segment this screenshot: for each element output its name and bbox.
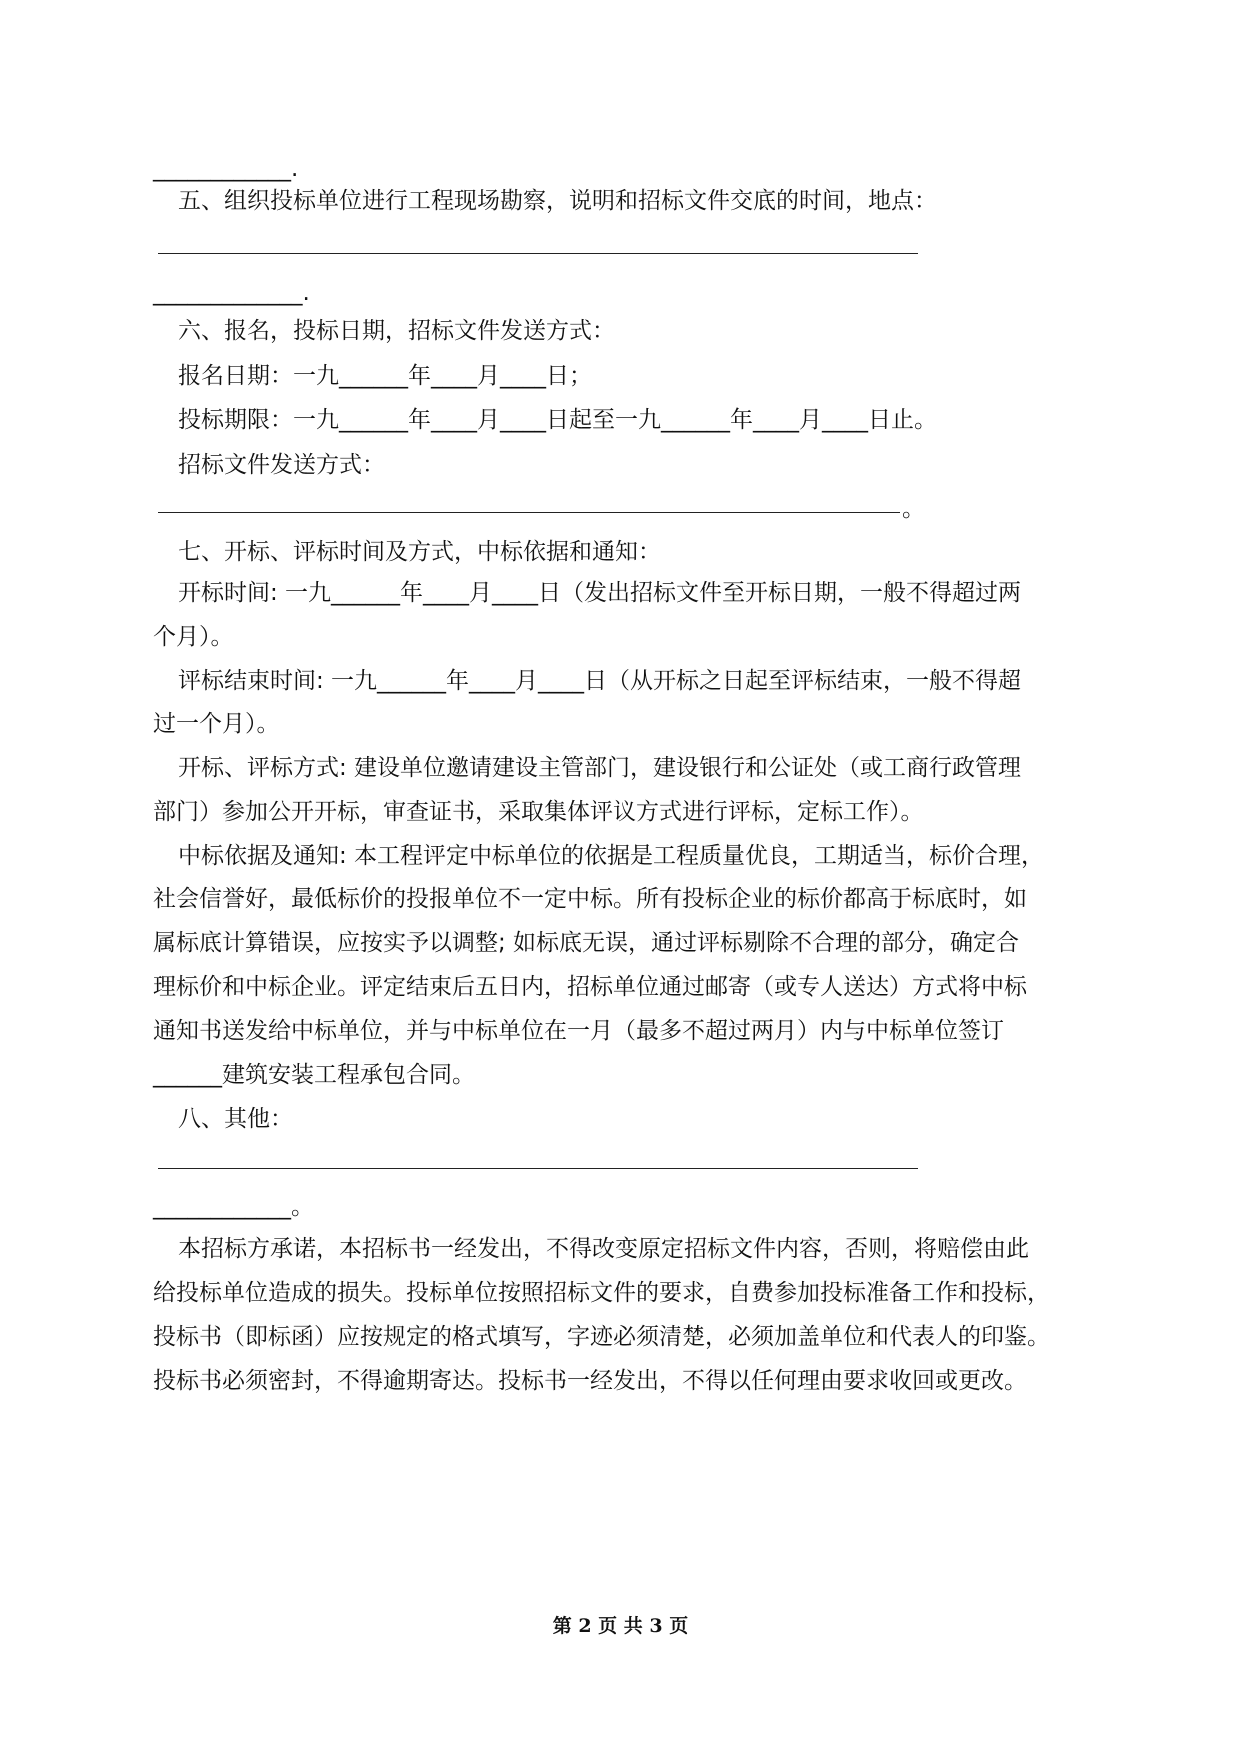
paragraph-line: 理标价和中标企业。评定结束后五日内，招标单位通过邮寄（或专人送达）方式将中标 — [153, 974, 1027, 1000]
blank-line-end: ____________. — [153, 156, 299, 182]
section-7-heading: 七、开标、评标时间及方式，中标依据和通知： — [178, 539, 661, 565]
fill-in-rule — [158, 1168, 918, 1169]
paragraph-line: 投标书必须密封，不得逾期寄达。投标书一经发出，不得以任何理由要求收回或更改。 — [153, 1368, 1027, 1394]
evaluation-end-time-line: 评标结束时间: 一九______年____月____日（从开标之日起至评标结束，一般不得超 — [178, 668, 1022, 694]
bidding-period-line: 投标期限：一九______年____月____日起至一九______年____月____日止。 — [178, 407, 937, 433]
fill-in-rule — [158, 253, 918, 254]
blank-line-end: _____________. — [153, 280, 310, 306]
paragraph-line: ______建筑安装工程承包合同。 — [153, 1062, 475, 1088]
blank-line-end: ____________。 — [153, 1194, 314, 1220]
paragraph-line: 社会信誉好，最低标价的投报单位不一定中标。所有投标企业的标价都高于标底时，如 — [153, 886, 1027, 912]
fill-in-rule — [158, 512, 900, 513]
paragraph-line: 部门）参加公开开标，审查证书，采取集体评议方式进行评标，定标工作）。 — [153, 799, 924, 825]
paragraph-line: 个月）。 — [153, 624, 234, 650]
section-5-heading: 五、组织投标单位进行工程现场勘察，说明和招标文件交底的时间，地点： — [178, 188, 937, 214]
bid-opening-time-line: 开标时间: 一九______年____月____日（发出招标文件至开标日期，一般不得超过两 — [178, 580, 1022, 606]
paragraph-line: 属标底计算错误，应按实予以调整; 如标底无误，通过评标剔除不合理的部分，确定合 — [153, 930, 1020, 956]
paragraph-line: 过一个月）。 — [153, 711, 280, 737]
registration-date-line: 报名日期：一九______年____月____日； — [178, 363, 592, 389]
paragraph-line: 给投标单位造成的损失。投标单位按照招标文件的要求，自费参加投标准备工作和投标， — [153, 1280, 1050, 1306]
doc-delivery-method-line: 招标文件发送方式： — [178, 452, 385, 478]
evaluation-method-line: 开标、评标方式: 建设单位邀请建设主管部门，建设银行和公证处（或工商行政管理 — [178, 755, 1022, 781]
section-8-heading: 八、其他： — [178, 1106, 293, 1132]
section-6-heading: 六、报名，投标日期，招标文件发送方式： — [178, 318, 615, 344]
paragraph-line: 通知书送发给中标单位，并与中标单位在一月（最多不超过两月）内与中标单位签订 — [153, 1018, 1004, 1044]
paragraph-line: 投标书（即标函）应按规定的格式填写，字迹必须清楚，必须加盖单位和代表人的印鉴。 — [153, 1324, 1050, 1350]
award-basis-line: 中标依据及通知: 本工程评定中标单位的依据是工程质量优良，工期适当，标价合理， — [178, 843, 1045, 869]
period-mark: 。 — [902, 496, 925, 522]
commitment-paragraph-line: 本招标方承诺，本招标书一经发出，不得改变原定招标文件内容，否则，将赔偿由此 — [178, 1236, 1029, 1262]
page-number: 第 2 页 共 3 页 — [552, 1615, 689, 1637]
